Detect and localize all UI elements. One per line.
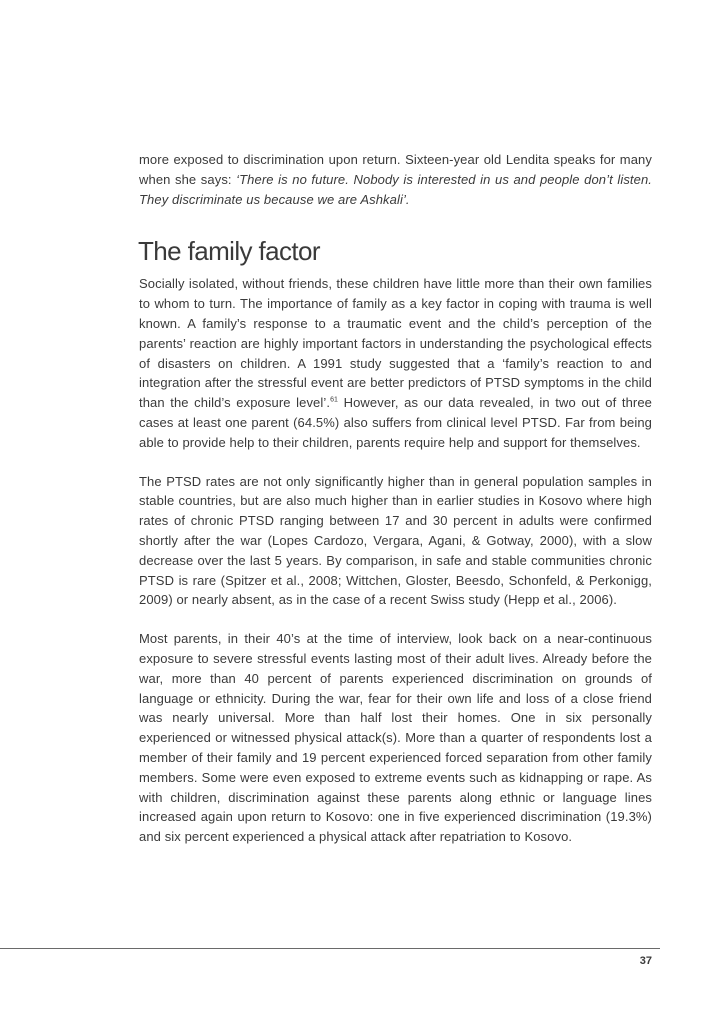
paragraph-1 <box>139 274 652 452</box>
intro-paragraph <box>139 150 652 209</box>
paragraph-1-text-b: However, as our data revealed, in two out of three cases at least one parent (64.5%) also suffers from clinical level PTSD. Far from being able to provide help to their children, parents require help and support for themselves. <box>139 395 652 450</box>
paragraph-1-text-a: Socially isolated, without friends, these children have little more than their own families to whom to turn. The importance of family as a key factor in coping with trauma is well known. A family’s response to a traumatic event and the child’s perception of the parents’ reaction are highly important factors in understanding the psychological effects of disasters on children. A 1991 study suggested that a ‘family’s reaction to and integration after the stressful event are better predictors of PTSD symptoms in the child than the child’s exposure level’. <box>139 276 652 411</box>
lendita-quote: ‘There is no future. Nobody is interested in us and people don’t listen. They discriminate us because we are Ashkali’. <box>139 171 652 207</box>
footnote-ref: 61 <box>330 396 339 404</box>
footer-divider <box>0 948 660 949</box>
section-heading: The family factor <box>138 236 320 267</box>
page-number: 37 <box>639 955 652 967</box>
body-text <box>139 150 652 866</box>
intro-text: more exposed to discrimination upon return. Sixteen-year old Lendita speaks for many when she says: <box>139 152 652 187</box>
paragraph-2: The PTSD rates are not only significantly higher than in general population samples in stable countries, but are also much higher than in earlier studies in Kosovo where high rates of chronic PTSD ranging between 17 and 30 percent in adults were confirmed shortly after the war (Lopes Cardozo, Vergara, Agani, & Gotway, 2000), with a slow decrease over the last 5 years. By comparison, in safe and stable communities chronic PTSD is rare (Spitzer et al., 2008; Wittchen, Gloster, Beesdo, Schonfeld, & Perkonigg, 2009) or nearly absent, as in the case of a recent Swiss study (Hepp et al., 2006). <box>139 473 652 608</box>
paragraph-3: Most parents, in their 40’s at the time of interview, look back on a near-continuous exposure to severe stressful events lasting most of their adult lives. Already before the war, more than 40 percent of parents experienced discrimination on grounds of language or ethnicity. During the war, fear for their own life and loss of a close friend was nearly universal. More than half lost their homes. One in six personally experienced or witnessed physical attack(s). More than a quarter of respondents lost a member of their family and 19 percent experienced forced separation from other family members. Some were even exposed to extreme events such as kidnapping or rape. As with children, discrimination against these parents along ethnic or language lines increased again upon return to Kosovo: one in five experienced discrimination (19.3%) and six percent experienced a physical attack after repatriation to Kosovo. <box>139 631 652 845</box>
